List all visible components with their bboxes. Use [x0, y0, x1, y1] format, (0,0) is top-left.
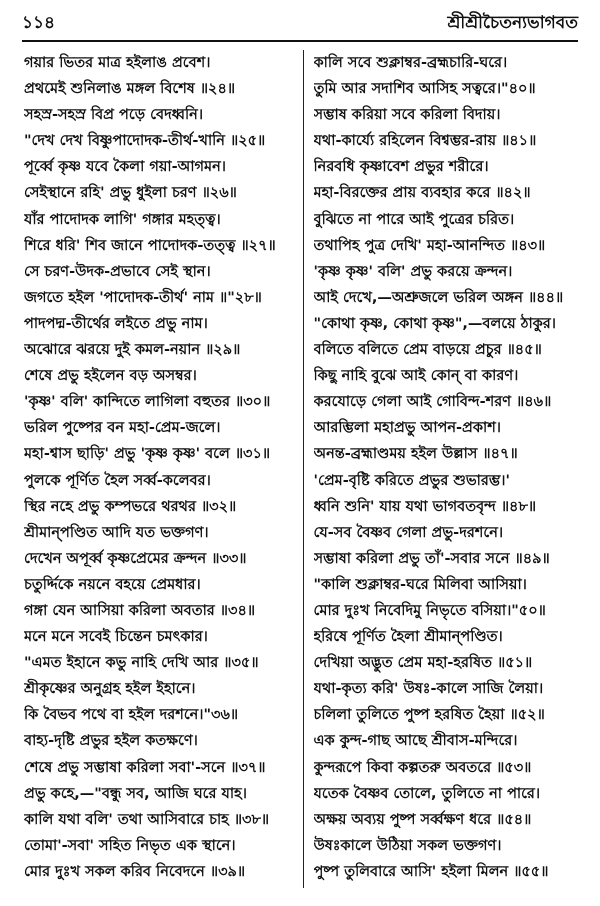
verse-line: তথাপিহ পুত্র দেখি' মহা-আনন্দিত ॥৪৩॥	[313, 237, 546, 254]
verse-line: অনন্ত-ব্রহ্মাণ্ডময় হইল উল্লাস ॥৪৭॥	[313, 446, 518, 463]
verse-line: অঝোরে ঝরয়ে দুই কমল-নয়ান ॥২৯॥	[24, 342, 241, 359]
verse-line: স্থির নহে প্রভু কম্পভরে থরথর ॥৩২॥	[24, 498, 237, 515]
page-number: ১১৪	[22, 13, 56, 33]
verse-line: কালি যথা বলি' তথা আসিবারে চাহ ॥৩৮॥	[24, 811, 270, 828]
verse-line: 'প্রেম-বৃষ্টি করিতে প্রভুর শুভারম্ভ।'	[313, 472, 510, 489]
verse-line: মনে মনে সবেই চিন্তেন চমৎকার।	[24, 629, 208, 646]
verse-line: মোর দুঃখ সকল করিব নিবেদনে ॥৩৯॥	[24, 863, 246, 880]
verse-line: দেখিয়া অদ্ভুত প্রেম মহা-হরষিত ॥৫১॥	[313, 655, 533, 672]
verse-line: মহা-শ্বাস ছাড়ি' প্রভু 'কৃষ্ণ কৃষ্ণ' বলে ॥৩১॥	[24, 446, 271, 463]
verse-line: ধ্বনি শুনি' যায় যথা ভাগবতবৃন্দ ॥৪৮॥	[313, 498, 537, 515]
verse-line: প্রভু কহে,—"বন্ধু সব, আজি ঘরে যাহ।	[24, 785, 247, 802]
verse-line: কি বৈভব পথে বা হইল দরশনে।"৩৬॥	[24, 707, 239, 724]
verse-line: চতুর্দ্দিকে নয়নে বহয়ে প্রেমধার।	[24, 576, 201, 593]
verse-line: শেষে প্রভু হইলেন বড় অসম্বর।	[24, 368, 197, 385]
verse-line: এক কুন্দ-গাছ আছে শ্রীবাস-মন্দিরে।	[313, 733, 518, 750]
verse-line: পাদপদ্ম-তীর্থের লইতে প্রভু নাম।	[24, 315, 208, 332]
verse-line: পুষ্প তুলিবারে আসি' হইলা মিলন ॥৫৫॥	[313, 863, 549, 880]
verse-line: যতেক বৈষ্ণব তোলে, তুলিতে না পারে।	[313, 785, 541, 802]
book-title: শ্রীশ্রীচৈতন্যভাগবত	[447, 13, 578, 33]
text-columns	[24, 50, 582, 906]
verse-line: পুলকে পূর্ণিত হৈল সর্ব্ব-কলেবর।	[24, 472, 211, 489]
verse-line: সেইস্থানে রহি' প্রভু ধুইলা চরণ ॥২৬॥	[24, 185, 237, 202]
verse-line: চলিলা তুলিতে পুষ্প হরষিত হৈয়া ॥৫২॥	[313, 707, 545, 724]
verse-line: নিরবধি কৃষ্ণাবেশ প্রভুর শরীরে।	[313, 159, 489, 176]
page-header	[22, 10, 578, 42]
verse-line: প্রথমেই শুনিলাঙ মঙ্গল বিশেষ ॥২৪॥	[24, 81, 236, 98]
verse-line: "কালি শুক্লাম্বর-ঘরে মিলিবা আসিয়া।	[313, 576, 527, 593]
verse-line: "এমত ইহানে কভু নাহি দেখি আর ॥৩৫॥	[24, 655, 259, 672]
verse-line: পূর্ব্বে কৃষ্ণ যবে কৈলা গয়া-আগমন।	[24, 159, 226, 176]
verse-line: যথা-কৃত্য করি' উষঃ-কালে সাজি লৈয়া।	[313, 681, 544, 698]
verse-line: আরম্ভিলা মহাপ্রভু আপন-প্রকাশ।	[313, 420, 501, 437]
verse-line: গঙ্গা যেন আসিয়া করিলা অবতার ॥৩৪॥	[24, 602, 256, 619]
verse-line: 'কৃষ্ণ' বলি' কান্দিতে লাগিলা বহুতর ॥৩০॥	[24, 394, 271, 411]
verse-line: দেখেন অপূর্ব্ব কৃষ্ণপ্রেমের ক্রন্দন ॥৩৩॥	[24, 550, 247, 567]
verse-line: অক্ষয় অব্যয় পুষ্প সর্ব্বক্ষণ ধরে ॥৫৪॥	[313, 811, 532, 828]
right-column	[312, 50, 582, 906]
verse-line: হরিষে পূর্ণিত হৈলা শ্রীমান্‌পণ্ডিত।	[313, 629, 503, 646]
verse-line: শ্রীকৃষ্ণের অনুগ্রহ হইল ইহানে।	[24, 681, 196, 698]
verse-line: শ্রীমান্‌পণ্ডিত আদি যত ভক্তগণ।	[24, 524, 209, 541]
verse-line: যে-সব বৈষ্ণব গেলা প্রভু-দরশনে।	[313, 524, 504, 541]
verse-line: 'কৃষ্ণ কৃষ্ণ' বলি' প্রভু করয়ে ক্রন্দন।	[313, 263, 513, 280]
verse-line: করযোড়ে গেলা আই গোবিন্দ-শরণ ॥৪৬॥	[313, 394, 552, 411]
verse-line: সম্ভাষ করিয়া সবে করিলা বিদায়।	[313, 107, 501, 124]
verse-line: মোর দুঃখ নিবেদিমু নিভৃতে বসিয়া।"৫০॥	[313, 602, 546, 619]
verse-line: বাহ্য-দৃষ্টি প্রভুর হইল কতক্ষণে।	[24, 733, 198, 750]
verse-line: উষঃকালে উঠিয়া সকল ভক্তগণ।	[313, 837, 502, 854]
verse-line: সহস্র-সহস্র বিপ্র পড়ে বেদধ্বনি।	[24, 107, 204, 124]
verse-line: "কোথা কৃষ্ণ, কোথা কৃষ্ণ",—বলয়ে ঠাকুর।	[313, 315, 556, 332]
left-column	[24, 50, 295, 906]
verse-line: গয়ার ভিতর মাত্র হইলাঙ প্রবেশ।	[24, 55, 211, 71]
verse-line: সে চরণ-উদক-প্রভাবে সেই স্থান।	[24, 263, 211, 280]
verse-line: ভরিল পুষ্পের বন মহা-প্রেম-জলে।	[24, 420, 221, 437]
column-divider	[303, 50, 304, 888]
verse-line: শেষে প্রভু সম্ভাষা করিলা সবা'-সনে ॥৩৭॥	[24, 759, 266, 776]
verse-line: মহা-বিরক্তের প্রায় ব্যবহার করে ॥৪২॥	[313, 185, 531, 202]
verse-line: "দেখ দেখ বিষ্ণুপাদোদক-তীর্থ-খানি ॥২৫॥	[24, 133, 266, 150]
verse-line: কুন্দরূপে কিবা কল্পতরু অবতরে ॥৫৩॥	[313, 759, 532, 776]
verse-line: যাঁর পাদোদক লাগি' গঙ্গার মহত্ত্ব।	[24, 211, 221, 228]
verse-line: জগতে হইল 'পাদোদক-তীর্থ' নাম ॥"২৮॥	[24, 289, 262, 306]
verse-line: তোমা'-সবা' সহিত নিভৃত এক স্থানে।	[24, 837, 236, 854]
verse-line: বলিতে বলিতে প্রেম বাড়য়ে প্রচুর ॥৪৫॥	[313, 342, 542, 359]
verse-line: সম্ভাষা করিলা প্রভু তাঁ'-সবার সনে ॥৪৯॥	[313, 550, 550, 567]
verse-line: কিছু নাহি বুঝে আই কোন্‌ বা কারণ।	[313, 368, 519, 385]
verse-line: তুমি আর সদাশিব আসিহ সত্বরে।"৪০॥	[313, 81, 536, 98]
verse-line: কালি সবে শুক্লাম্বর-ব্রহ্মচারি-ঘরে।	[313, 55, 508, 71]
verse-line: শিরে ধরি' শিব জানে পাদোদক-তত্ত্ব ॥২৭॥	[24, 237, 276, 254]
verse-line: আই দেখে,—অশ্রুজলে ভরিল অঙ্গন ॥৪৪॥	[313, 289, 564, 306]
verse-line: যথা-কার্য্যে রহিলেন বিশ্বম্ভর-রায় ॥৪১॥	[313, 133, 537, 150]
verse-line: বুঝিতে না পারে আই পুত্রের চরিত।	[313, 211, 515, 228]
